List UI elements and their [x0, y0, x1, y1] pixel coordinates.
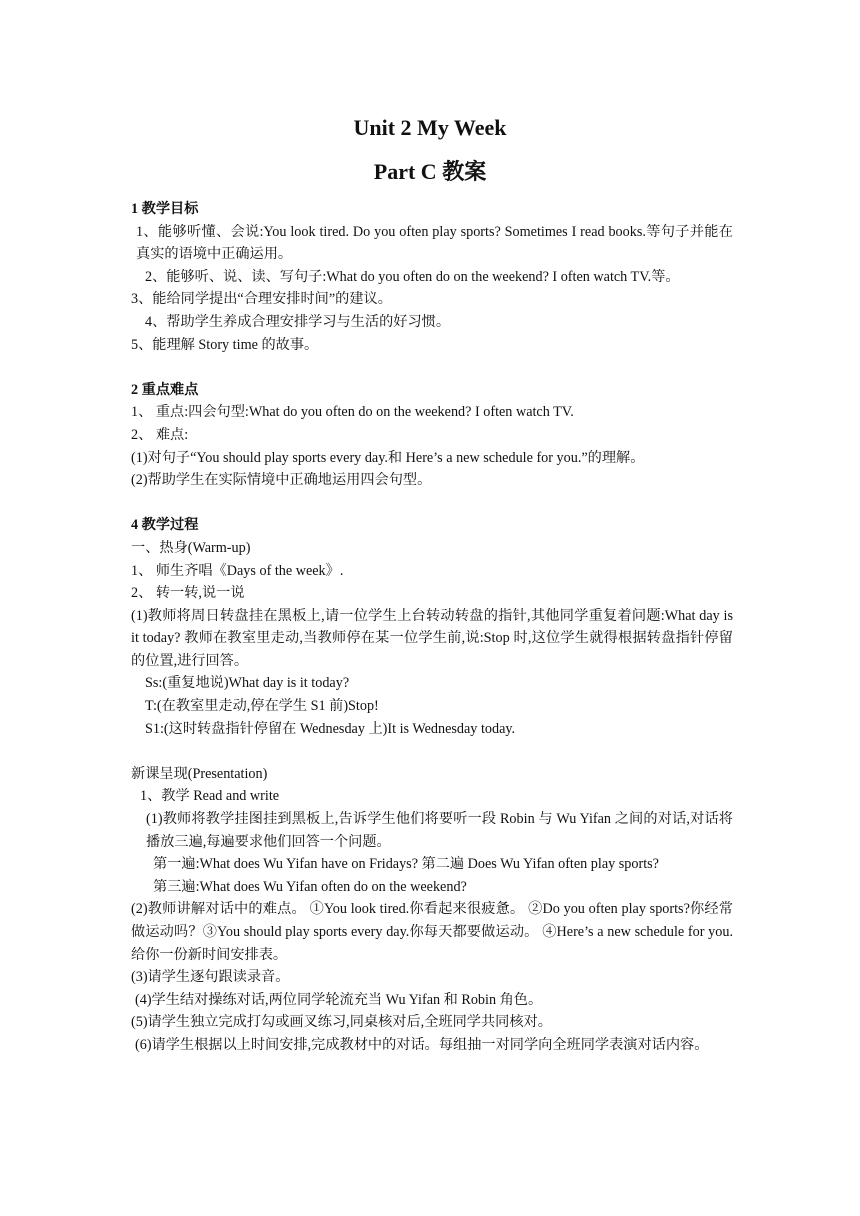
warmup-item: 1、 师生齐唱《Days of the week》.	[131, 562, 344, 579]
goal-item: 4、帮助学生养成合理安排学习与生活的好习惯。	[145, 313, 451, 330]
paragraph-gap	[131, 492, 733, 515]
document-subtitle: Part C 教案	[373, 159, 487, 184]
warmup-title: 一、热身(Warm-up)	[131, 539, 251, 556]
document-body	[131, 198, 733, 1057]
goal-item: 5、能理解 Story time 的故事。	[131, 336, 319, 353]
goal-item: 3、能给同学提出“合理安排时间”的建议。	[131, 291, 392, 308]
paragraph-gap	[131, 740, 733, 763]
presentation-item: (5)请学生独立完成打勾或画叉练习,同桌核对后,全班同学共同核对。	[131, 1014, 552, 1031]
key-point-item: 1、 重点:四会句型:What do you often do on the weekend? I often watch TV.	[131, 404, 574, 421]
section-heading-key-points: 2 重点难点	[131, 381, 199, 398]
section-heading-goals: 1 教学目标	[131, 201, 199, 217]
document-title: Unit 2 My Week	[353, 115, 507, 140]
key-point-item: (2)帮助学生在实际情境中正确地运用四会句型。	[131, 472, 432, 489]
goal-item: 2、能够听、说、读、写句子:What do you often do on the weekend? I often watch TV.等。	[145, 268, 680, 285]
presentation-item: (2)教师讲解对话中的难点。 ①You look tired.你看起来很疲惫。 ②Do you often play sports?你经常做运动吗？③You should play sports every day.你每天都要做运动。 ④Here’s a new schedule for you.给你一份新时间安排表。	[131, 901, 733, 963]
paragraph-gap	[131, 356, 733, 379]
presentation-item: (6)请学生根据以上时间安排,完成教材中的对话。每组抽一对同学向全班同学表演对话内容。	[135, 1036, 709, 1053]
dialogue-line: Ss:(重复地说)What day is it today?	[145, 675, 350, 692]
presentation-title: 新课呈现(Presentation)	[131, 765, 268, 782]
presentation-item: 第三遍:What does Wu Yifan often do on the weekend?	[153, 878, 467, 895]
key-point-item: 2、 难点:	[131, 426, 189, 443]
presentation-item: (3)请学生逐句跟读录音。	[131, 969, 290, 986]
dialogue-line: T:(在教室里走动,停在学生 S1 前)Stop!	[145, 698, 379, 715]
presentation-item: (1)教师将教学挂图挂到黑板上,告诉学生他们将要听一段 Robin 与 Wu Yifan 之间的对话,对话将播放三遍,每遍要求他们回答一个问题。	[146, 811, 733, 850]
key-point-item: (1)对句子“You should play sports every day.和 Here’s a new schedule for you.”的理解。	[131, 449, 645, 466]
presentation-item: 1、教学 Read and write	[140, 788, 280, 805]
warmup-item: 2、 转一转,说一说	[131, 585, 245, 602]
presentation-item: 第一遍:What does Wu Yifan have on Fridays? 第二遍 Does Wu Yifan often play sports?	[153, 856, 659, 873]
section-heading-process: 4 教学过程	[131, 517, 199, 534]
warmup-item: (1)教师将周日转盘挂在黑板上,请一位学生上台转动转盘的指针,其他同学重复着问题:What day is it today? 教师在教室里走动,当教师停在某一位学生前,说:Stop 时,这位学生就得根据转盘指针停留的位置,进行回答。	[131, 607, 733, 669]
goal-item: 1、能够听懂、会说:You look tired. Do you often play sports? Sometimes I read books.等句子并能在真实的语境中正确运用。	[136, 223, 733, 263]
dialogue-line: S1:(这时转盘指针停留在 Wednesday 上)It is Wednesday today.	[145, 720, 516, 737]
presentation-item: (4)学生结对操练对话,两位同学轮流充当 Wu Yifan 和 Robin 角色。	[135, 991, 543, 1008]
